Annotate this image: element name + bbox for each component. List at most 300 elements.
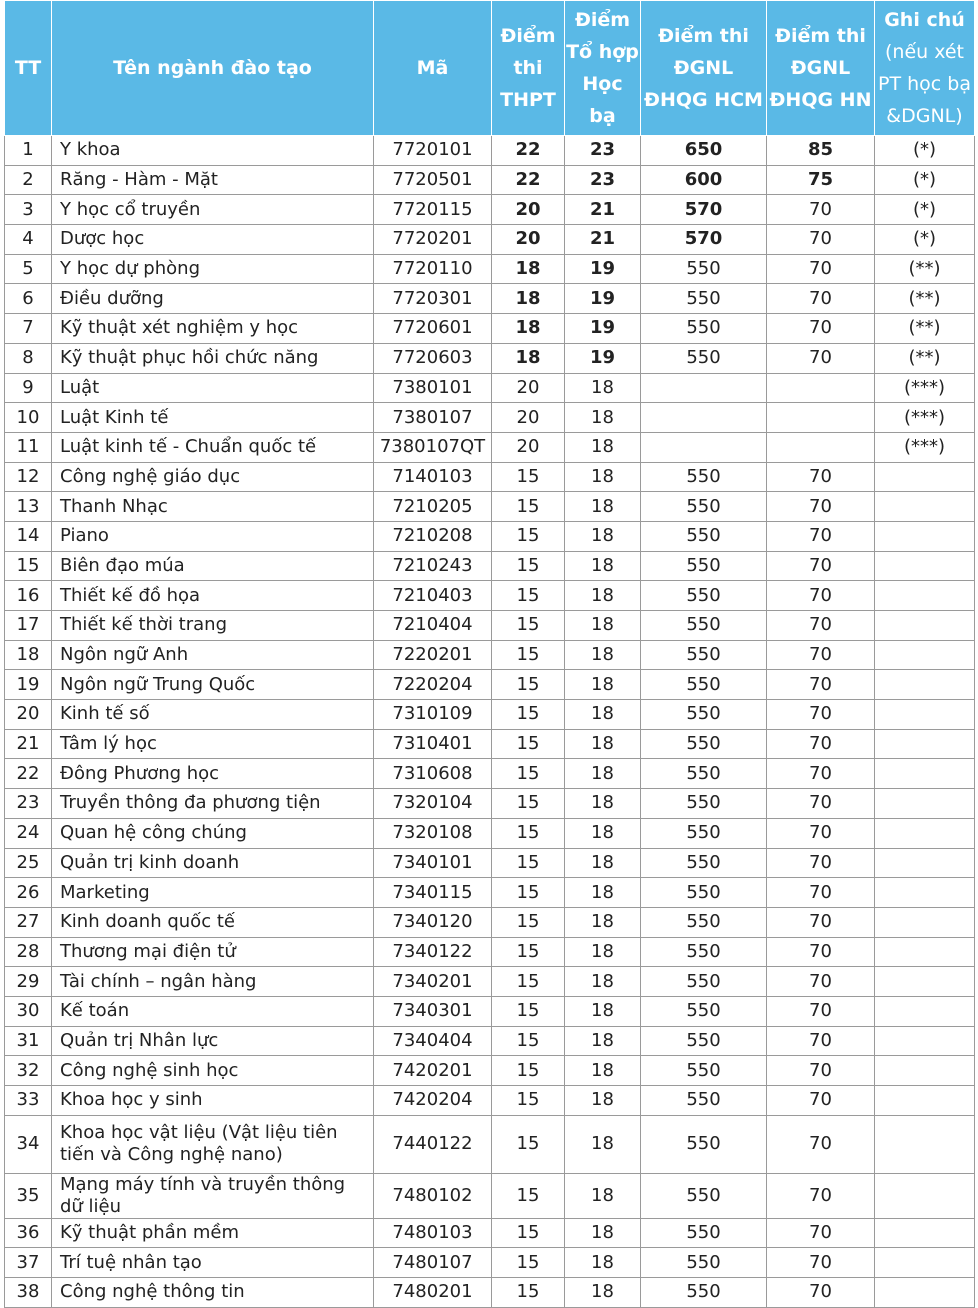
- cell-thpt: 20: [492, 225, 565, 255]
- table-row: [5, 848, 975, 878]
- table-row: [5, 581, 975, 611]
- cell-note: [875, 937, 975, 967]
- table-body: [5, 136, 975, 1308]
- table-row: [5, 1026, 975, 1056]
- cell-note: [875, 967, 975, 997]
- table-row: [5, 403, 975, 433]
- cell-thpt: 15: [492, 581, 565, 611]
- cell-note: (**): [875, 254, 975, 284]
- cell-name: Thiết kế đồ họa: [52, 581, 374, 611]
- table-row: [5, 1056, 975, 1086]
- cell-hocba: 18: [565, 937, 641, 967]
- cell-hocba: 18: [565, 878, 641, 908]
- cell-hocba: 18: [565, 818, 641, 848]
- cell-thpt: 15: [492, 700, 565, 730]
- cell-code: 7480107: [374, 1248, 492, 1278]
- cell-tt: 33: [5, 1086, 52, 1116]
- cell-note: [875, 700, 975, 730]
- cell-dgnl-hcm: 550: [641, 789, 767, 819]
- table-row: [5, 759, 975, 789]
- cell-code: 7310401: [374, 729, 492, 759]
- header-hcm-line: Điểm thi: [658, 25, 749, 47]
- header-thpt: [492, 1, 565, 136]
- cell-thpt: 15: [492, 611, 565, 641]
- cell-name: Piano: [52, 521, 374, 551]
- cell-name: Quản trị Nhân lực: [52, 1026, 374, 1056]
- cell-hocba: 18: [565, 996, 641, 1026]
- cell-code: 7720301: [374, 284, 492, 314]
- cell-hocba: 21: [565, 195, 641, 225]
- header-thpt-line: Điểm: [500, 25, 556, 47]
- cell-dgnl-hn: 70: [767, 759, 875, 789]
- cell-dgnl-hn: 70: [767, 937, 875, 967]
- cell-dgnl-hcm: 550: [641, 1173, 767, 1218]
- cell-dgnl-hn: 70: [767, 848, 875, 878]
- cell-note: [875, 640, 975, 670]
- cell-dgnl-hcm: 550: [641, 1026, 767, 1056]
- cell-thpt: 15: [492, 1218, 565, 1248]
- cell-dgnl-hcm: 550: [641, 1115, 767, 1173]
- cell-code: 7720110: [374, 254, 492, 284]
- cell-hocba: 18: [565, 1248, 641, 1278]
- cell-code: 7480102: [374, 1173, 492, 1218]
- cell-thpt: 18: [492, 343, 565, 373]
- cell-note: [875, 670, 975, 700]
- cell-note: [875, 878, 975, 908]
- table-row: [5, 136, 975, 166]
- cell-dgnl-hcm: 550: [641, 937, 767, 967]
- cell-note: (*): [875, 195, 975, 225]
- cell-hocba: 18: [565, 907, 641, 937]
- cell-hocba: 18: [565, 521, 641, 551]
- cell-hocba: 18: [565, 432, 641, 462]
- cell-dgnl-hcm: 550: [641, 759, 767, 789]
- table-row: [5, 343, 975, 373]
- cell-note: [875, 1278, 975, 1308]
- cell-dgnl-hn: 70: [767, 1026, 875, 1056]
- cell-thpt: 15: [492, 1278, 565, 1308]
- cell-hocba: 23: [565, 136, 641, 166]
- cell-note: (**): [875, 314, 975, 344]
- cell-code: 7340122: [374, 937, 492, 967]
- cell-code: 7720115: [374, 195, 492, 225]
- cell-note: [875, 759, 975, 789]
- table-row: [5, 492, 975, 522]
- cell-dgnl-hcm: 550: [641, 521, 767, 551]
- cell-name: Y học dự phòng: [52, 254, 374, 284]
- cell-thpt: 15: [492, 1115, 565, 1173]
- table-row: [5, 670, 975, 700]
- table-row: [5, 225, 975, 255]
- header-note-line: PT học bạ: [878, 73, 971, 95]
- cell-dgnl-hcm: 550: [641, 640, 767, 670]
- cell-thpt: 15: [492, 521, 565, 551]
- cell-name: Công nghệ giáo dục: [52, 462, 374, 492]
- cell-code: 7140103: [374, 462, 492, 492]
- cell-tt: 38: [5, 1278, 52, 1308]
- table-row: [5, 937, 975, 967]
- cell-note: [875, 1026, 975, 1056]
- cell-dgnl-hcm: 550: [641, 314, 767, 344]
- cell-hocba: 18: [565, 1026, 641, 1056]
- header-dgnl-hcm: [641, 1, 767, 136]
- table-row: [5, 818, 975, 848]
- cell-code: 7320104: [374, 789, 492, 819]
- cell-note: [875, 907, 975, 937]
- cell-dgnl-hcm: 550: [641, 818, 767, 848]
- cell-code: 7720101: [374, 136, 492, 166]
- cell-hocba: 18: [565, 1278, 641, 1308]
- cell-tt: 35: [5, 1173, 52, 1218]
- cell-dgnl-hn: 70: [767, 1086, 875, 1116]
- cell-dgnl-hcm: [641, 403, 767, 433]
- cell-dgnl-hcm: [641, 373, 767, 403]
- cell-name: Kỹ thuật phục hồi chức năng: [52, 343, 374, 373]
- cell-dgnl-hn: 70: [767, 1115, 875, 1173]
- cell-tt: 6: [5, 284, 52, 314]
- cell-tt: 15: [5, 551, 52, 581]
- cell-thpt: 15: [492, 907, 565, 937]
- cell-dgnl-hn: 70: [767, 611, 875, 641]
- table-row: [5, 640, 975, 670]
- cell-code: 7340404: [374, 1026, 492, 1056]
- cell-thpt: 15: [492, 967, 565, 997]
- cell-note: [875, 521, 975, 551]
- cell-name: Khoa học vật liệu (Vật liệu tiên tiến và Công nghệ nano): [52, 1115, 374, 1173]
- cell-hocba: 19: [565, 314, 641, 344]
- cell-thpt: 15: [492, 640, 565, 670]
- table-row: [5, 1278, 975, 1308]
- table-row: [5, 432, 975, 462]
- cell-name: Thương mại điện tử: [52, 937, 374, 967]
- cell-tt: 23: [5, 789, 52, 819]
- cell-code: 7320108: [374, 818, 492, 848]
- cell-dgnl-hcm: 550: [641, 907, 767, 937]
- cell-code: 7340120: [374, 907, 492, 937]
- cell-name: Luật Kinh tế: [52, 403, 374, 433]
- cell-code: 7210403: [374, 581, 492, 611]
- header-hocba: [565, 1, 641, 136]
- cell-code: 7210208: [374, 521, 492, 551]
- cell-tt: 5: [5, 254, 52, 284]
- cell-tt: 34: [5, 1115, 52, 1173]
- cell-dgnl-hcm: 550: [641, 848, 767, 878]
- cell-tt: 28: [5, 937, 52, 967]
- cell-thpt: 15: [492, 789, 565, 819]
- table-row: [5, 1115, 975, 1173]
- cell-dgnl-hn: 70: [767, 462, 875, 492]
- cell-code: 7340201: [374, 967, 492, 997]
- cell-code: 7380101: [374, 373, 492, 403]
- cell-note: (**): [875, 284, 975, 314]
- cell-note: (*): [875, 225, 975, 255]
- table-row: [5, 373, 975, 403]
- cell-note: [875, 789, 975, 819]
- cell-thpt: 15: [492, 818, 565, 848]
- cell-dgnl-hcm: 550: [641, 343, 767, 373]
- cell-note: (***): [875, 403, 975, 433]
- cell-name: Trí tuệ nhân tạo: [52, 1248, 374, 1278]
- cell-tt: 9: [5, 373, 52, 403]
- cell-code: 7380107QT: [374, 432, 492, 462]
- cell-code: 7420204: [374, 1086, 492, 1116]
- header-hocba-line: Tổ hợp: [566, 41, 639, 63]
- cell-code: 7480103: [374, 1218, 492, 1248]
- cell-name: Công nghệ sinh học: [52, 1056, 374, 1086]
- cell-code: 7210205: [374, 492, 492, 522]
- cell-hocba: 18: [565, 1056, 641, 1086]
- cell-code: 7340301: [374, 996, 492, 1026]
- table-row: [5, 521, 975, 551]
- cell-dgnl-hn: 70: [767, 1278, 875, 1308]
- cell-dgnl-hn: 70: [767, 907, 875, 937]
- cell-thpt: 15: [492, 878, 565, 908]
- cell-dgnl-hcm: 600: [641, 165, 767, 195]
- cell-tt: 3: [5, 195, 52, 225]
- cell-dgnl-hn: 70: [767, 1218, 875, 1248]
- cell-dgnl-hn: [767, 432, 875, 462]
- cell-name: Truyền thông đa phương tiện: [52, 789, 374, 819]
- header-tt: TT: [5, 1, 52, 136]
- cell-name: Điều dưỡng: [52, 284, 374, 314]
- cell-code: 7720603: [374, 343, 492, 373]
- cell-hocba: 18: [565, 462, 641, 492]
- table-row: [5, 195, 975, 225]
- cell-tt: 14: [5, 521, 52, 551]
- cell-dgnl-hcm: 550: [641, 551, 767, 581]
- cell-name: Biên đạo múa: [52, 551, 374, 581]
- header-note-line: Ghi chú: [884, 9, 965, 31]
- header-dgnl-hn: [767, 1, 875, 136]
- cell-thpt: 15: [492, 1248, 565, 1278]
- cell-thpt: 15: [492, 996, 565, 1026]
- table-row: [5, 462, 975, 492]
- cell-dgnl-hcm: 550: [641, 1086, 767, 1116]
- cell-name: Quản trị kinh doanh: [52, 848, 374, 878]
- cell-tt: 13: [5, 492, 52, 522]
- cell-tt: 30: [5, 996, 52, 1026]
- cell-dgnl-hn: 70: [767, 1248, 875, 1278]
- cell-note: (***): [875, 432, 975, 462]
- table-row: [5, 611, 975, 641]
- cell-dgnl-hcm: 550: [641, 581, 767, 611]
- cell-note: [875, 611, 975, 641]
- cell-thpt: 20: [492, 432, 565, 462]
- cell-hocba: 18: [565, 848, 641, 878]
- cell-code: 7420201: [374, 1056, 492, 1086]
- header-hocba-line: bạ: [589, 105, 616, 127]
- cell-code: 7440122: [374, 1115, 492, 1173]
- cell-hocba: 18: [565, 1218, 641, 1248]
- cell-name: Y khoa: [52, 136, 374, 166]
- admission-score-table: [4, 0, 975, 1308]
- cell-thpt: 18: [492, 254, 565, 284]
- table-row: [5, 729, 975, 759]
- cell-note: (***): [875, 373, 975, 403]
- header-hocba-line: Học: [582, 73, 623, 95]
- cell-thpt: 15: [492, 1173, 565, 1218]
- table-row: [5, 1173, 975, 1218]
- cell-name: Kinh doanh quốc tế: [52, 907, 374, 937]
- cell-dgnl-hcm: 550: [641, 967, 767, 997]
- table-row: [5, 1086, 975, 1116]
- cell-hocba: 18: [565, 551, 641, 581]
- cell-tt: 24: [5, 818, 52, 848]
- cell-dgnl-hn: 70: [767, 284, 875, 314]
- cell-name: Kế toán: [52, 996, 374, 1026]
- table-row: [5, 907, 975, 937]
- cell-hocba: 23: [565, 165, 641, 195]
- cell-name: Y học cổ truyền: [52, 195, 374, 225]
- cell-dgnl-hn: 70: [767, 996, 875, 1026]
- cell-dgnl-hn: 70: [767, 254, 875, 284]
- table-row: [5, 700, 975, 730]
- header-hocba-line: Điểm: [574, 9, 631, 31]
- cell-dgnl-hcm: 550: [641, 1278, 767, 1308]
- cell-hocba: 19: [565, 254, 641, 284]
- cell-name: Luật kinh tế - Chuẩn quốc tế: [52, 432, 374, 462]
- cell-dgnl-hcm: [641, 432, 767, 462]
- cell-dgnl-hn: 70: [767, 314, 875, 344]
- cell-name: Đông Phương học: [52, 759, 374, 789]
- cell-dgnl-hn: 70: [767, 225, 875, 255]
- cell-tt: 32: [5, 1056, 52, 1086]
- cell-dgnl-hcm: 550: [641, 462, 767, 492]
- cell-dgnl-hcm: 550: [641, 700, 767, 730]
- header-note-line: &DGNL): [886, 105, 963, 127]
- cell-tt: 27: [5, 907, 52, 937]
- cell-dgnl-hcm: 550: [641, 729, 767, 759]
- cell-tt: 4: [5, 225, 52, 255]
- cell-dgnl-hn: 70: [767, 878, 875, 908]
- cell-tt: 17: [5, 611, 52, 641]
- cell-hocba: 18: [565, 729, 641, 759]
- cell-dgnl-hn: 70: [767, 729, 875, 759]
- header-hn-line: ĐHQG HN: [769, 89, 872, 111]
- cell-note: (**): [875, 343, 975, 373]
- cell-thpt: 15: [492, 670, 565, 700]
- cell-note: [875, 1056, 975, 1086]
- cell-code: 7720201: [374, 225, 492, 255]
- cell-dgnl-hcm: 550: [641, 284, 767, 314]
- table-row: [5, 165, 975, 195]
- cell-dgnl-hn: 70: [767, 1056, 875, 1086]
- cell-name: Ngôn ngữ Anh: [52, 640, 374, 670]
- cell-dgnl-hn: 70: [767, 789, 875, 819]
- header-hn-line: ĐGNL: [790, 57, 851, 79]
- cell-name: Thanh Nhạc: [52, 492, 374, 522]
- table-row: [5, 878, 975, 908]
- table-row: [5, 789, 975, 819]
- cell-tt: 11: [5, 432, 52, 462]
- cell-dgnl-hcm: 650: [641, 136, 767, 166]
- cell-note: [875, 1248, 975, 1278]
- cell-hocba: 18: [565, 373, 641, 403]
- cell-note: [875, 729, 975, 759]
- cell-dgnl-hcm: 550: [641, 254, 767, 284]
- cell-tt: 18: [5, 640, 52, 670]
- cell-name: Khoa học y sinh: [52, 1086, 374, 1116]
- cell-dgnl-hn: 70: [767, 700, 875, 730]
- cell-hocba: 18: [565, 1086, 641, 1116]
- cell-note: [875, 551, 975, 581]
- cell-code: 7220201: [374, 640, 492, 670]
- cell-name: Thiết kế thời trang: [52, 611, 374, 641]
- cell-tt: 36: [5, 1218, 52, 1248]
- table-header: [5, 1, 975, 136]
- table-row: [5, 1218, 975, 1248]
- cell-thpt: 15: [492, 1056, 565, 1086]
- cell-dgnl-hn: 70: [767, 492, 875, 522]
- cell-dgnl-hcm: 550: [641, 492, 767, 522]
- cell-hocba: 18: [565, 670, 641, 700]
- cell-dgnl-hn: 70: [767, 195, 875, 225]
- cell-dgnl-hn: [767, 403, 875, 433]
- cell-name: Công nghệ thông tin: [52, 1278, 374, 1308]
- cell-dgnl-hn: 75: [767, 165, 875, 195]
- cell-dgnl-hn: 70: [767, 521, 875, 551]
- cell-tt: 12: [5, 462, 52, 492]
- cell-name: Tài chính – ngân hàng: [52, 967, 374, 997]
- cell-tt: 19: [5, 670, 52, 700]
- cell-hocba: 18: [565, 789, 641, 819]
- cell-dgnl-hn: 70: [767, 967, 875, 997]
- cell-hocba: 18: [565, 700, 641, 730]
- header-code: Mã: [374, 1, 492, 136]
- cell-hocba: 19: [565, 343, 641, 373]
- cell-dgnl-hcm: 550: [641, 670, 767, 700]
- header-hcm-line: ĐGNL: [673, 57, 734, 79]
- table-row: [5, 1248, 975, 1278]
- cell-tt: 37: [5, 1248, 52, 1278]
- cell-name: Luật: [52, 373, 374, 403]
- cell-note: [875, 848, 975, 878]
- cell-hocba: 18: [565, 967, 641, 997]
- cell-hocba: 18: [565, 581, 641, 611]
- cell-hocba: 19: [565, 284, 641, 314]
- cell-note: [875, 818, 975, 848]
- table-row: [5, 284, 975, 314]
- cell-code: 7220204: [374, 670, 492, 700]
- cell-tt: 21: [5, 729, 52, 759]
- cell-thpt: 15: [492, 729, 565, 759]
- cell-dgnl-hcm: 550: [641, 878, 767, 908]
- cell-code: 7310109: [374, 700, 492, 730]
- table-row: [5, 314, 975, 344]
- cell-dgnl-hn: 70: [767, 1173, 875, 1218]
- cell-tt: 1: [5, 136, 52, 166]
- cell-dgnl-hn: 70: [767, 670, 875, 700]
- cell-thpt: 20: [492, 403, 565, 433]
- cell-name: Kỹ thuật phần mềm: [52, 1218, 374, 1248]
- cell-dgnl-hcm: 550: [641, 1056, 767, 1086]
- cell-dgnl-hcm: 570: [641, 225, 767, 255]
- cell-hocba: 21: [565, 225, 641, 255]
- cell-dgnl-hn: 70: [767, 343, 875, 373]
- cell-thpt: 22: [492, 136, 565, 166]
- cell-dgnl-hcm: 550: [641, 1248, 767, 1278]
- cell-dgnl-hcm: 550: [641, 611, 767, 641]
- cell-hocba: 18: [565, 640, 641, 670]
- cell-tt: 20: [5, 700, 52, 730]
- cell-note: [875, 462, 975, 492]
- table-row: [5, 996, 975, 1026]
- cell-thpt: 18: [492, 314, 565, 344]
- cell-tt: 22: [5, 759, 52, 789]
- cell-name: Quan hệ công chúng: [52, 818, 374, 848]
- cell-code: 7720601: [374, 314, 492, 344]
- cell-note: (*): [875, 136, 975, 166]
